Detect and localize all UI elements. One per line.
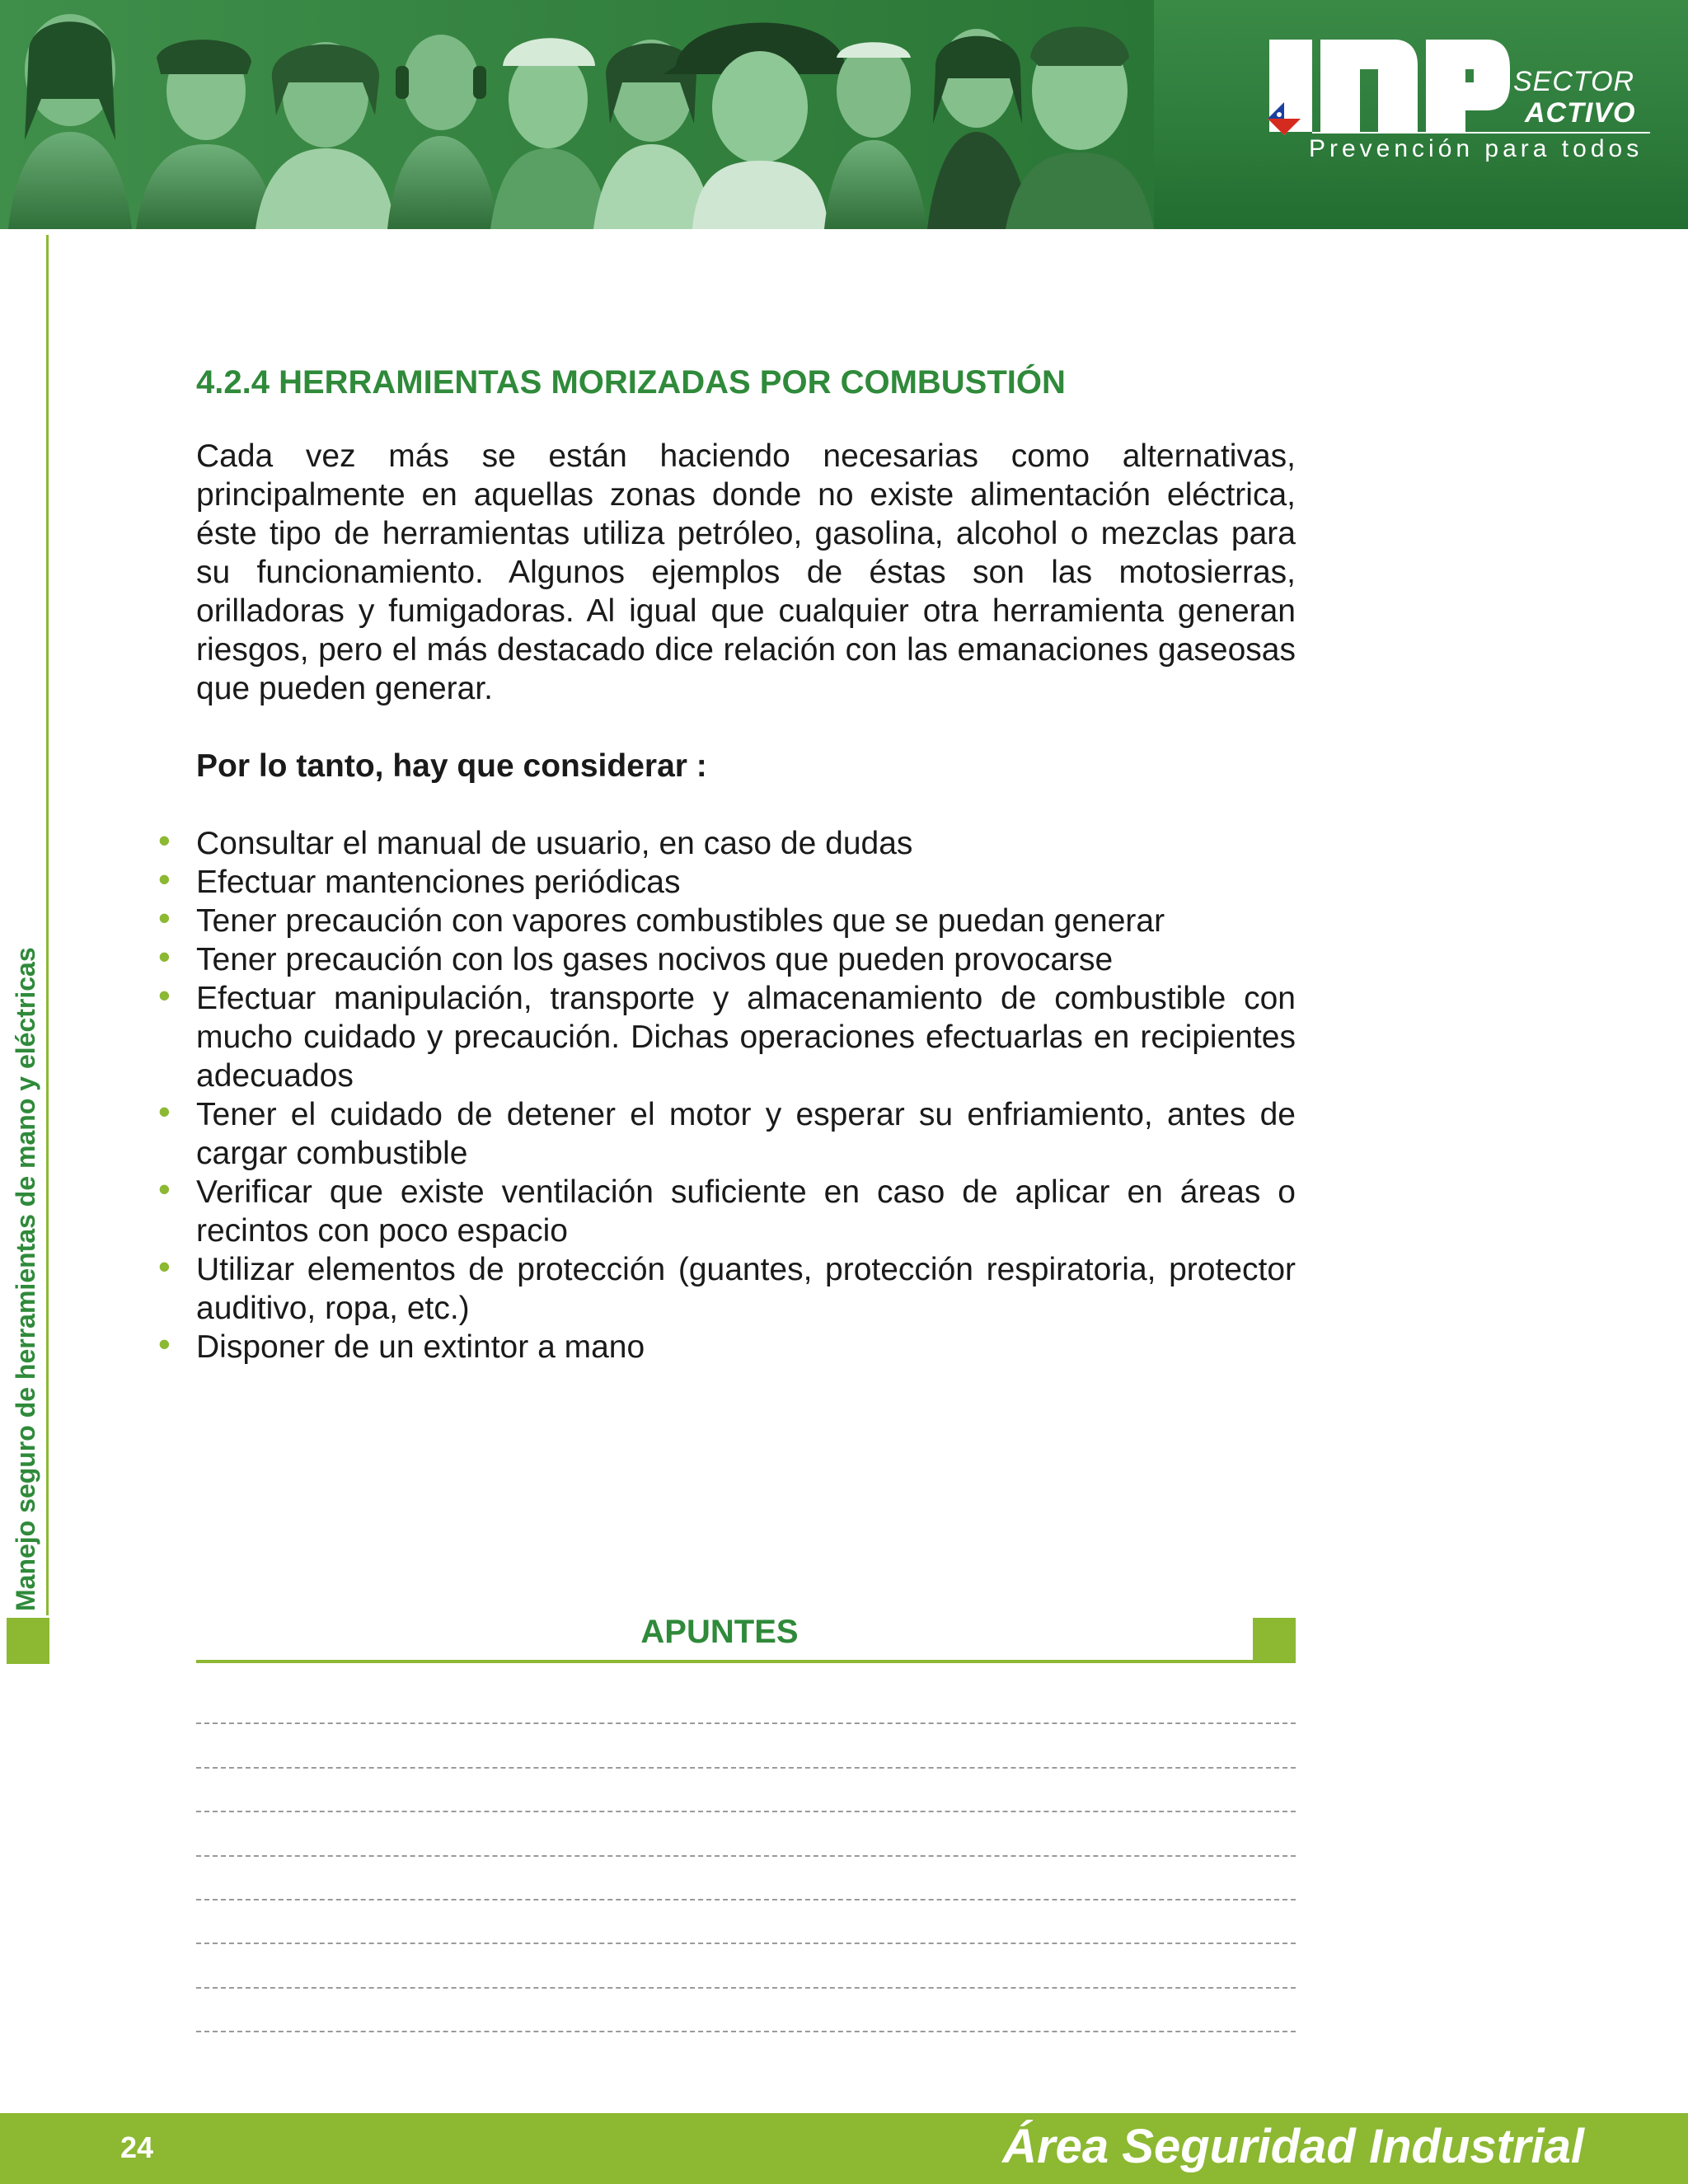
side-caption: Manejo seguro de herramientas de mano y eléctricas	[11, 947, 40, 1611]
header-banner	[0, 0, 1688, 229]
note-line	[196, 2031, 1296, 2032]
note-line	[196, 1855, 1296, 1857]
logo-tagline: Prevención para todos	[1309, 135, 1643, 162]
people-photo-strip	[0, 0, 1154, 229]
list-item	[158, 1324, 1296, 1366]
logo-sector-text: SECTOR	[1513, 66, 1635, 97]
notes-divider	[196, 1660, 1296, 1663]
notes-title: APUNTES	[640, 1614, 799, 1650]
bullet-icon: •	[158, 860, 171, 898]
side-accent-block	[7, 1618, 49, 1664]
intro-paragraph: Cada vez más se están haciendo necesarias como alternativas, principalmente en aquellas zonas donde no existe alimentación eléctrica, éste tipo de herramientas utiliza petróleo, gasolina, alcohol o mezclas para su funcionamiento. Algunos ejemplos de éstas son las motosierras, orilladoras y fumigadoras. Al igual que cualquier otra herramienta generan riesgos, pero el más destacado dice relación con las emanaciones gaseosas que pueden generar.	[196, 438, 1296, 706]
list-item-text: Tener el cuidado de detener el motor y esperar su enfriamiento, antes de cargar combustible	[196, 1097, 1296, 1171]
note-line	[196, 1811, 1296, 1812]
bullet-icon: •	[158, 1169, 171, 1208]
bullet-icon: •	[158, 1324, 171, 1363]
bullet-icon: •	[158, 1247, 171, 1286]
note-line	[196, 1722, 1296, 1724]
list-item	[158, 898, 1296, 940]
footer-area-title: Área Seguridad Industrial	[1002, 2120, 1584, 2173]
list-item-text: Verificar que existe ventilación suficiente en caso de aplicar en áreas o recintos con poco espacio	[196, 1174, 1296, 1249]
chile-flag-icon	[1266, 101, 1302, 137]
list-item	[158, 860, 1296, 902]
logo-divider	[1312, 132, 1650, 134]
considerations-list	[158, 821, 1296, 1366]
list-item-text: Efectuar mantenciones periódicas	[196, 865, 681, 900]
list-item	[158, 1247, 1296, 1328]
section-title: 4.2.4 HERRAMIENTAS MORIZADAS POR COMBUSTIÓN	[196, 364, 1066, 401]
note-line	[196, 1767, 1296, 1769]
bullet-icon: •	[158, 1092, 171, 1131]
logo-activo-text: ACTIVO	[1525, 97, 1636, 129]
page-number: 24	[120, 2130, 154, 2164]
list-item	[158, 937, 1296, 979]
lead-statement: Por lo tanto, hay que considerar :	[196, 748, 707, 784]
bullet-icon: •	[158, 937, 171, 976]
list-item-text: Consultar el manual de usuario, en caso de dudas	[196, 826, 913, 861]
bullet-icon: •	[158, 898, 171, 937]
note-line	[196, 1943, 1296, 1944]
list-item	[158, 821, 1296, 863]
notes-accent-square	[1253, 1618, 1296, 1661]
list-item	[158, 976, 1296, 1095]
list-item-text: Disponer de un extintor a mano	[196, 1329, 645, 1365]
note-line	[196, 1899, 1296, 1900]
list-item	[158, 1092, 1296, 1173]
list-item	[158, 1169, 1296, 1250]
footer-bar	[0, 2113, 1688, 2184]
list-item-text: Efectuar manipulación, transporte y almacenamiento de combustible con mucho cuidado y precaución. Dichas operaciones efectuarlas en recipientes adecuados	[196, 981, 1296, 1094]
bullet-icon: •	[158, 976, 171, 1015]
list-item-text: Utilizar elementos de protección (guantes, protección respiratoria, protector auditivo, ropa, etc.)	[196, 1252, 1296, 1326]
note-line	[196, 1987, 1296, 1989]
bullet-icon: •	[158, 821, 171, 860]
side-vertical-rule	[46, 235, 49, 1615]
list-item-text: Tener precaución con vapores combustibles que se puedan generar	[196, 903, 1165, 939]
list-item-text: Tener precaución con los gases nocivos que pueden provocarse	[196, 942, 1114, 977]
inp-logo	[1263, 36, 1650, 168]
notes-section	[196, 1615, 1296, 2044]
